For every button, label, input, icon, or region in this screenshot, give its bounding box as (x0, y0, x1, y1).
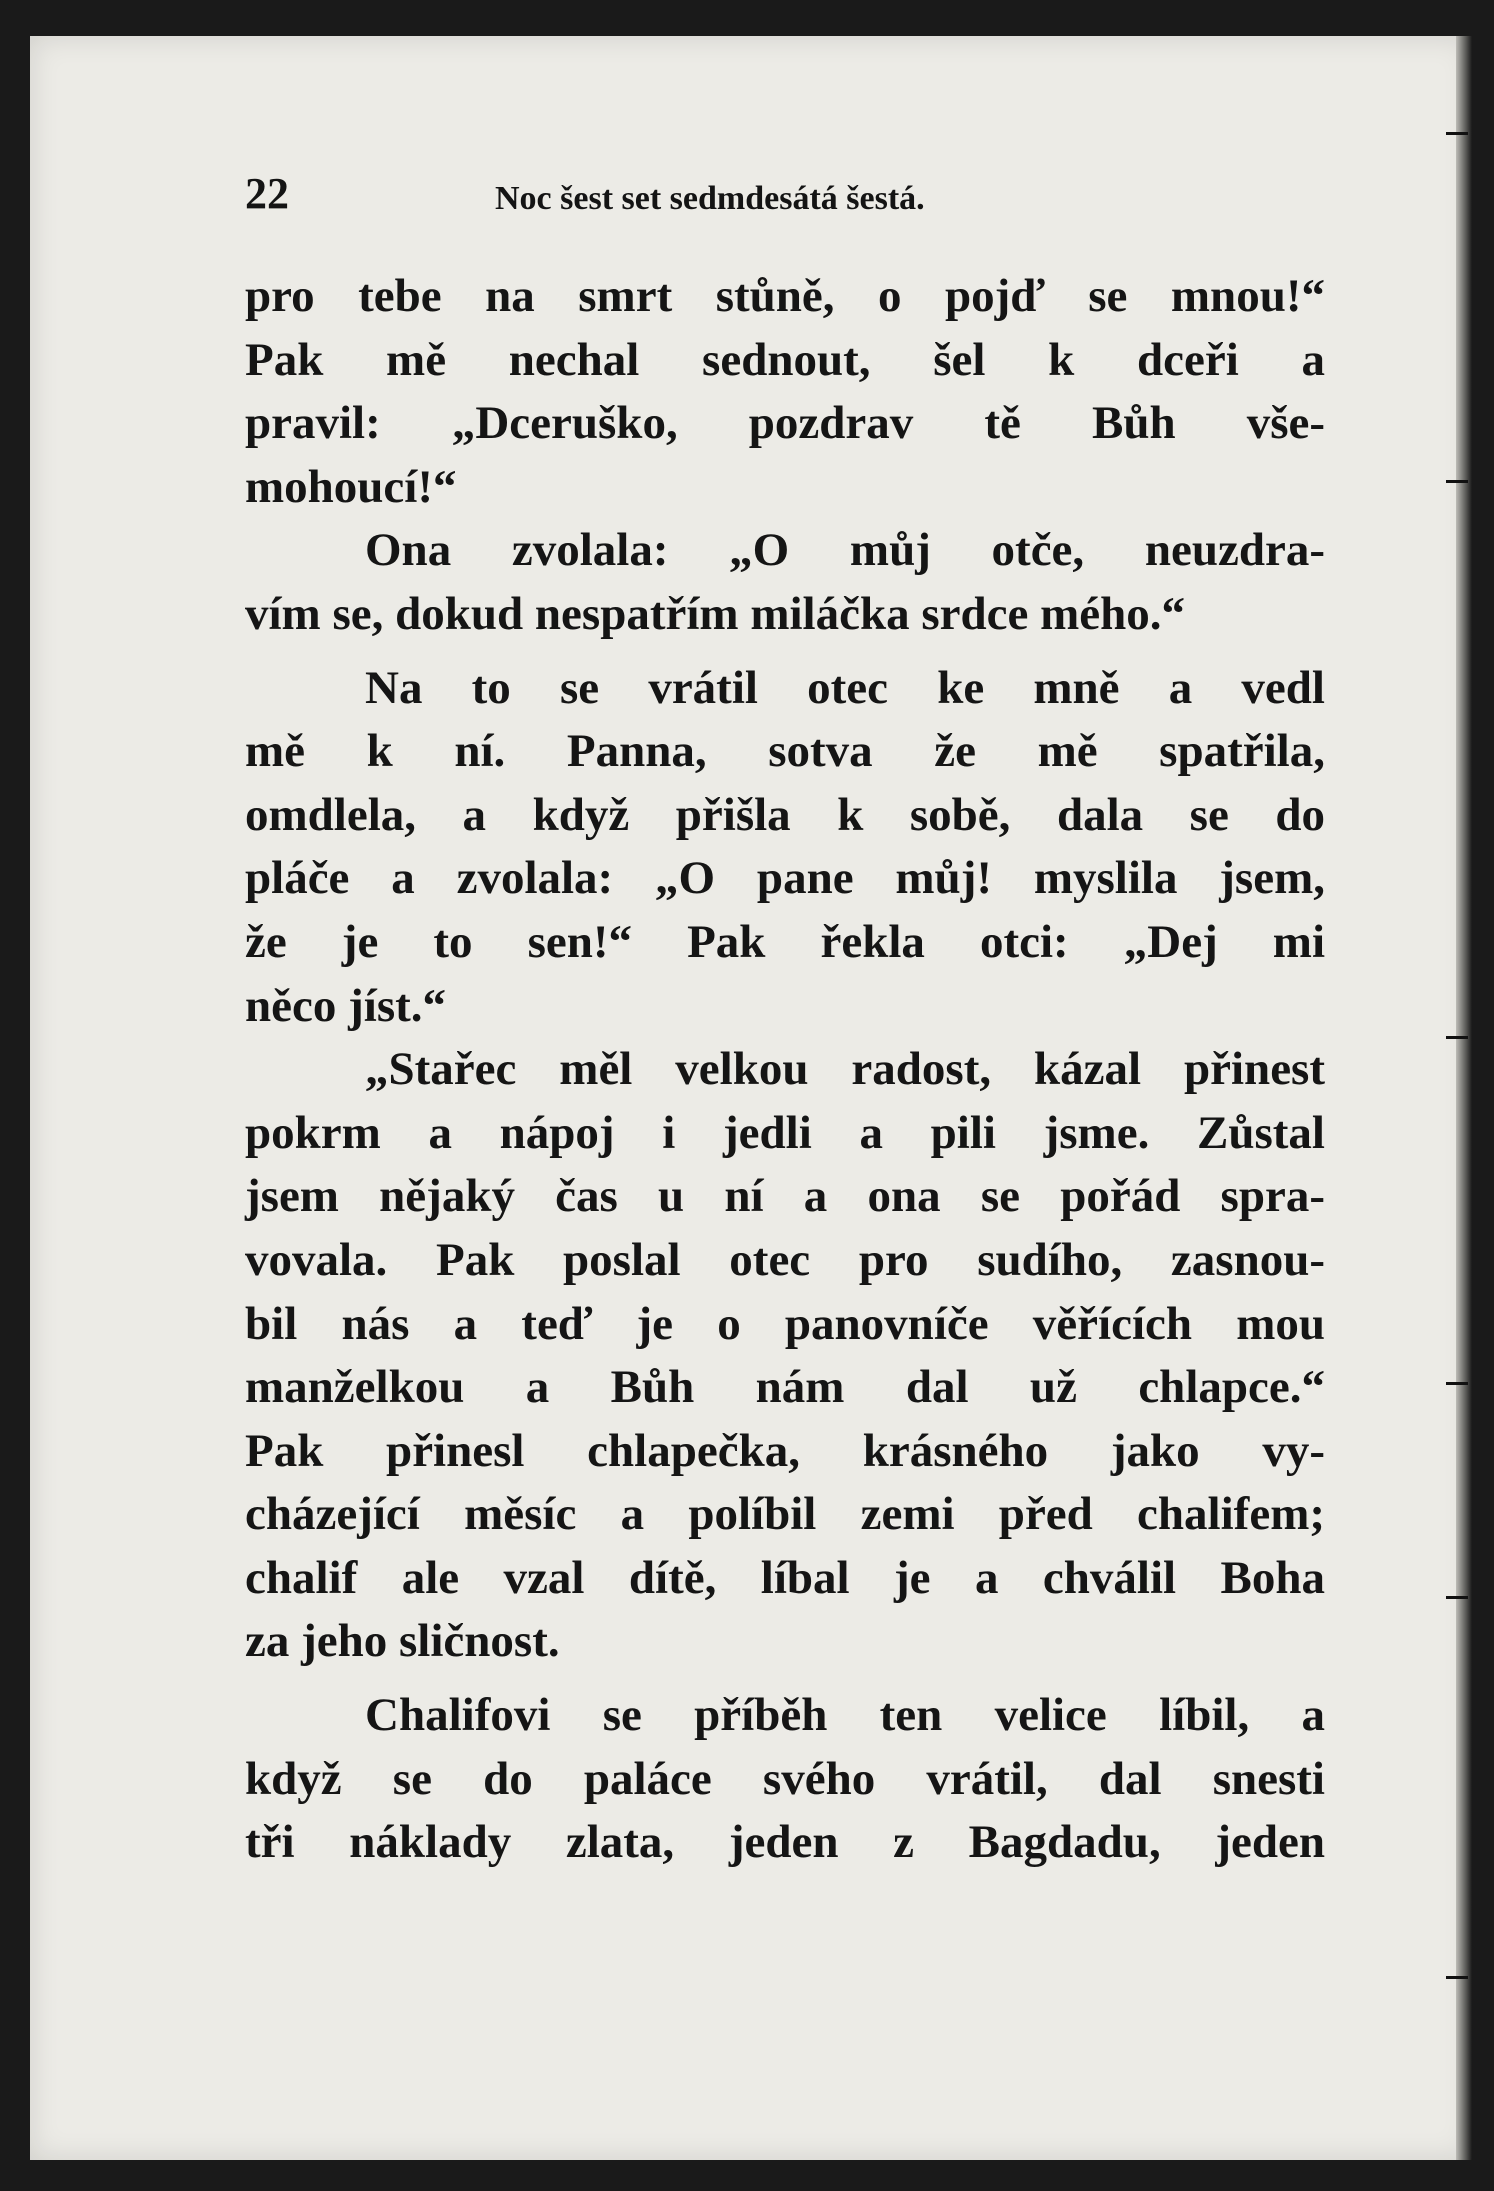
running-head: Noc šest set sedmdesátá šestá. (495, 180, 925, 217)
text-line: manželkou a Bůh nám dal už chlapce.“ (245, 1361, 1325, 1414)
text-line: jsem nějaký čas u ní a ona se pořád spra- (245, 1170, 1325, 1223)
text-line: Pak mě nechal sednout, šel k dceři a (245, 333, 1325, 386)
text-line: když se do paláce svého vrátil, dal snesti (245, 1752, 1325, 1805)
text-line: něco jíst.“ (245, 979, 447, 1032)
text-line: mě k ní. Panna, sotva že mě spatřila, (245, 725, 1325, 778)
text-line: Ona zvolala: „O můj otče, neuzdra- (365, 524, 1325, 577)
text-line: pokrm a nápoj i jedli a pili jsme. Zůstal (245, 1106, 1325, 1159)
body-text (245, 265, 1325, 1875)
binding-marks (1438, 36, 1468, 2160)
text-line: Na to se vrátil otec ke mně a vedl (365, 661, 1325, 714)
text-line: pláče a zvolala: „O pane můj! myslila jsem, (245, 852, 1325, 905)
text-line: vím se, dokud nespatřím miláčka srdce mého.“ (245, 587, 1185, 640)
text-line: tři náklady zlata, jeden z Bagdadu, jeden (245, 1816, 1325, 1869)
text-line: vovala. Pak poslal otec pro sudího, zasnou- (245, 1233, 1325, 1286)
text-line: mohoucí!“ (245, 460, 457, 513)
text-line: chalif ale vzal dítě, líbal je a chválil Boha (245, 1551, 1325, 1604)
text-line: omdlela, a když přišla k sobě, dala se do (245, 788, 1325, 841)
page-number: 22 (245, 169, 289, 218)
text-line: Chalifovi se příběh ten velice líbil, a (365, 1689, 1325, 1742)
text-line: cházející měsíc a políbil zemi před chalifem; (245, 1488, 1325, 1541)
text-line: pro tebe na smrt stůně, o pojď se mnou!“ (245, 270, 1325, 322)
text-line: „Stařec měl velkou radost, kázal přinest (365, 1043, 1325, 1096)
text-line: že je to sen!“ Pak řekla otci: „Dej mi (245, 915, 1325, 968)
text-line: za jeho sličnost. (245, 1615, 560, 1668)
text-line: pravil: „Dceruško, pozdrav tě Bůh vše- (245, 397, 1325, 450)
page-header (245, 168, 1095, 228)
text-line: Pak přinesl chlapečka, krásného jako vy- (245, 1424, 1325, 1477)
text-line: bil nás a teď je o panovníče věřících mou (245, 1297, 1325, 1350)
